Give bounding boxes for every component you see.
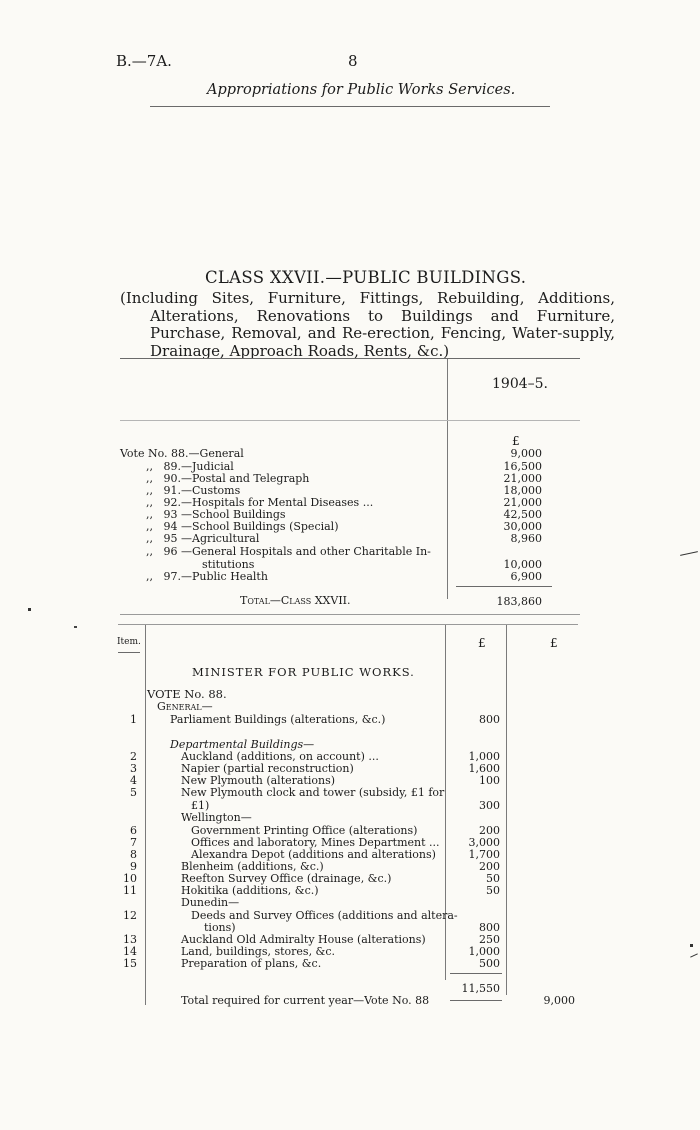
summary-top-rule [120,358,580,359]
detail-top-rule [118,624,578,625]
summary-row [146,545,431,558]
pound-column-1: £ [478,636,486,650]
summary-bottom-rule [120,614,580,615]
item-amount: 200 [479,824,500,837]
vote-amount: 9,000 [510,447,542,460]
item-text: Government Printing Office (alterations) [191,824,418,837]
vote-amount: 21,000 [503,496,542,509]
item-number: 4 [130,774,137,787]
item-number: 13 [123,933,137,946]
vote-prefix: ,, [146,508,153,521]
vote-label: 92.—Hospitals for Mental Diseases ... [163,496,374,509]
item-text: Alexandra Depot (additions and alterations) [191,848,436,861]
item-text: Deeds and Survey Offices (additions and altera- [191,909,458,922]
item-amount: 250 [479,933,500,946]
item-text: New Plymouth (alterations) [181,774,336,787]
scan-speck [690,944,693,947]
item-amount: 3,000 [468,836,500,849]
item-column-divider [145,625,146,1005]
vote-prefix: ,, [146,545,153,558]
item-number: 8 [130,848,137,861]
vote-label: 88.—General [171,447,244,460]
item-amount: 100 [479,774,500,787]
vote-amount: 30,000 [503,520,542,533]
item-amount: 800 [479,713,500,726]
vote-prefix: ,, [146,472,153,485]
document-reference: B.—7A. [116,52,172,70]
amount-column-divider [506,625,507,995]
vote-prefix: ,, [146,570,153,583]
item-text: Auckland (additions, on account) ... [181,750,379,763]
vote-prefix: Vote No. [120,447,168,460]
scan-mark [680,551,698,556]
item-text: Parliament Buildings (alterations, &c.) [170,713,386,726]
item-amount: 50 [486,872,500,885]
item-number: 1 [130,713,137,726]
vote-amount: 10,000 [503,558,542,571]
item-amount: 1,700 [468,848,500,861]
vote-amount: 42,500 [503,508,542,521]
item-number: 6 [130,824,137,837]
item-text: Land, buildings, stores, &c. [181,945,336,958]
summary-row [120,447,244,460]
class-description: (Including Sites, Furniture, Fittings, Rebuilding, Additions, Alterations, Renovations to Buildings and Furniture, Purchase, Removal, and Re-erection, Fencing, Water-supply, Drainage, Approach Roads, Rents, &c.) [120,289,615,360]
item-number: 14 [123,945,137,958]
pound-column-2: £ [550,636,558,650]
vote-label: stitutions [202,558,255,571]
subhead-general: General— [157,700,213,713]
item-number: 5 [130,786,137,799]
item-number: 7 [130,836,137,849]
class-title: CLASS XXVII.—PUBLIC BUILDINGS. [205,268,527,287]
item-text: Offices and laboratory, Mines Department ... [191,836,440,849]
item-amount: 200 [479,860,500,873]
item-amount: 50 [486,884,500,897]
item-text: Hokitika (additions, &c.) [181,884,319,897]
item-text: Blenheim (additions, &c.) [181,860,324,873]
vote-label: 91.—Customs [163,484,241,497]
item-number: 3 [130,762,137,775]
scan-speck [28,608,31,611]
vote-prefix: ,, [146,460,153,473]
vote-amount: 6,900 [510,570,542,583]
subtotal-rule [450,973,502,974]
item-number: 12 [123,909,137,922]
item-text: New Plymouth clock and tower (subsidy, £1 for [181,786,445,799]
item-number: 9 [130,860,137,873]
vote-prefix: ,, [146,496,153,509]
item-column-header: Item. [117,637,141,647]
item-number: 2 [130,750,137,763]
scan-mark [690,953,698,957]
vote-title: VOTE No. 88. [147,687,227,701]
vote-label: 94 —School Buildings (Special) [163,520,339,533]
summary-heading-rule [120,420,580,421]
vote-prefix: ,, [146,484,153,497]
item-amount: 1,000 [468,945,500,958]
item-text: Auckland Old Admiralty House (alterations) [181,933,426,946]
item-text: Napier (partial reconstruction) [181,762,354,775]
vote-amount: 18,000 [503,484,542,497]
summary-total-label: Total—Class XXVII. [240,594,351,607]
item-text: £1) [191,799,210,812]
vote-label: 97.—Public Health [163,570,268,583]
vote-label: 96 —General Hospitals and other Charitable In- [163,545,431,558]
vote-amount: 21,000 [503,472,542,485]
vote-prefix: ,, [146,532,153,545]
vote-amount: 8,960 [510,532,542,545]
running-title: Appropriations for Public Works Services. [207,82,516,98]
summary-row [146,532,259,545]
item-text: Preparation of plans, &c. [181,957,322,970]
summary-column-divider [447,359,448,599]
wellington-heading: Wellington— [181,811,252,824]
item-amount: 300 [479,799,500,812]
vote-label: 95 —Agricultural [163,532,260,545]
section-title: MINISTER FOR PUBLIC WORKS. [192,665,415,679]
subtotal-bottom-rule [450,1000,502,1001]
dunedin-heading: Dunedin— [181,896,240,909]
vote-label: 93 —School Buildings [163,508,286,521]
vote-total-label: Total required for current year—Vote No. 88 [181,994,430,1007]
page-number: 8 [348,52,358,70]
vote-prefix: ,, [146,520,153,533]
vote-label: 90.—Postal and Telegraph [163,472,310,485]
vote-amount: 16,500 [503,460,542,473]
scan-speck [74,626,77,628]
vote-label: 89.—Judicial [163,460,234,473]
item-number: 10 [123,872,137,885]
item-number: 15 [123,957,137,970]
item-text: tions) [204,921,236,934]
item-text: Reefton Survey Office (drainage, &c.) [181,872,392,885]
header-rule [150,106,550,107]
summary-row [146,570,268,583]
item-amount: 1,600 [468,762,500,775]
item-amount: 800 [479,921,500,934]
summary-currency: £ [512,434,520,448]
subtotal-amount: 11,550 [461,982,500,995]
item-header-rule [118,652,140,653]
summary-total-amount: 183,860 [496,595,542,608]
departmental-buildings-heading: Departmental Buildings— [170,738,315,751]
year-heading: 1904–5. [492,376,548,392]
item-amount: 1,000 [468,750,500,763]
item-number: 11 [123,884,137,897]
summary-total-rule [456,586,552,587]
vote-total-amount: 9,000 [543,994,575,1007]
item-amount: 500 [479,957,500,970]
